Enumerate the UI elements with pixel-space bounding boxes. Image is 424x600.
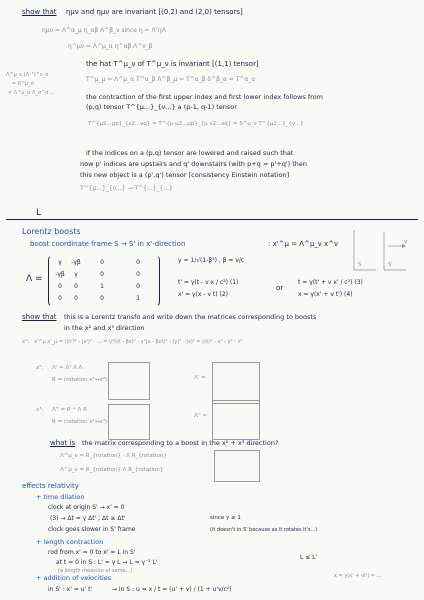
av-line-1: in S' : x' = u' t': [48, 586, 93, 593]
matrix-row-3: 0 0 1 0: [58, 283, 140, 290]
time-dilation-title: + time dilation: [36, 493, 85, 501]
tensor-line-10: now p' indices are upstairs and q' downstairs (with p+q = p'+q') then: [80, 160, 308, 168]
tensor-line-5: T^µ_µ = Λ^µ_α T^α_β Λ^β_µ = T^α_β δ^β_α = T^α_α: [86, 76, 256, 83]
margin-note-2: = δ^µ_σ: [12, 81, 34, 87]
tensor-line-9: if the indices on a (p,q) tensor are lowered and raised such that: [86, 149, 294, 157]
lc-note: L ≤ L': [300, 554, 318, 561]
x1-equation: x'^µ x'_µ = (ct')² - (x')² - ... = γ²(ct - βx)² - γ²(x - βct)² - (y)² - (z)² = (ct)² - x² - y² - z²: [34, 339, 243, 345]
or-label: or: [276, 284, 284, 292]
lc-line-2: at t = 0 in S : L' = γ L → L = γ⁻¹ L': [56, 559, 158, 566]
tensor-line-4: the hat T^µ_ν of T^µ_ν is invariant [(1,1) tensor]: [86, 60, 259, 68]
tensor-line-6: the contraction of the first upper index and first lower index follows from: [86, 93, 323, 101]
axis-label-v: v: [404, 239, 407, 245]
td-line-3: clock goes slower in S' frame: [48, 526, 136, 533]
tensor-line-3: η^µν = Λ^µ_α η^αβ Λ^ν_β: [68, 43, 153, 50]
tensor-line-1: ηµν and ηµν are invariant [(0,2) and (2,0) tensors]: [66, 8, 243, 16]
td-note-1: since γ ≥ 1: [210, 515, 241, 521]
what-is-label: what is: [50, 439, 76, 447]
gamma-definition: γ = 1/√(1-β²) , β = v/c: [178, 257, 245, 264]
frame-axes-sketch: [348, 226, 412, 276]
x3-label: x³:: [36, 407, 44, 413]
eq-x-prime: x' = γ(x - v t) (2): [178, 291, 229, 298]
boost-transform: : x'^µ = Λ^µ_ν x^ν: [268, 240, 338, 248]
td-note-2: (it doesn't in S' because as it rotates it's...): [210, 527, 318, 533]
tensor-line-2: ηµν = Λ^α_µ η_αβ Λ^β_ν since η = ΛᵀηΛ: [42, 27, 166, 34]
side-note: x = γ(x' + vt') = ...: [334, 573, 382, 579]
combined-boost-2: Λ^µ_ν = R_{rotation} Λ R_{rotation}: [60, 467, 164, 473]
x2-lambda-symbol: Λ' =: [194, 375, 206, 381]
td-line-1: clock at origin S' → x' = 0: [48, 504, 125, 511]
lc-line-3: (a length measure of same...): [58, 568, 133, 574]
boosts-heading: Lorentz boosts: [22, 227, 81, 236]
x3-lambda-symbol: Λ'' =: [194, 413, 208, 419]
margin-note-3: = Λ^µ_α Λ_σ^α ...: [8, 90, 55, 96]
x2-eq-2: R = (rotation x¹↔x²): [52, 377, 108, 383]
length-contraction-title: + length contraction: [36, 538, 104, 546]
matrix-row-2: -γβ γ 0 0: [55, 271, 140, 278]
tensor-line-7: (p,q) tensor T^{µ...}_{ν...} a (p-1, q-1) tensor: [86, 103, 237, 111]
velocity-addition-title: + addition of velocities: [36, 574, 112, 582]
lambda-label: Λ =: [26, 274, 43, 284]
lc-line-1: rod from x' = 0 to x' = L in S': [48, 549, 136, 556]
section-marker: L: [36, 208, 42, 218]
combined-boost-matrix: [214, 450, 260, 482]
x3-eq-1: Λ'' = R⁻¹ Λ R: [52, 407, 87, 413]
lorentz-line-2: in the x² and x³ direction: [64, 324, 145, 332]
axis-label-s: S: [358, 262, 362, 268]
axis-label-s-prime: S': [388, 262, 393, 268]
tensor-line-8: T^{µ2...µp}_{ν2...νq} = T^{µ µ2...µp}_{µ ν2...νq} = δ^µ_ν T^{µ2...}_{ν...}: [88, 121, 304, 127]
boosts-subheading: boost coordinate frame S → S' in x'-direction: [30, 240, 186, 248]
margin-note-1: Λ^µ_ν (Λ⁻¹)^ν_σ: [6, 72, 49, 78]
x3-eq-2: R = (rotation x¹↔x³): [52, 419, 108, 425]
x2-rotation-matrix: [108, 362, 150, 400]
eq-t: t = γ(t' + v x' / c²) (3): [298, 279, 363, 286]
tensor-line-11: this new object is a (p',q') tensor [consistency Einstein notation]: [80, 171, 290, 179]
combined-boost-1: Λ^µ_ν = R_{rotation} · Λ R_{rotation}: [60, 453, 167, 459]
x2-label: x²:: [36, 365, 44, 371]
show-that-label: show that: [22, 8, 57, 16]
matrix-row-1: γ -γβ 0 0: [58, 259, 140, 266]
eq-x: x = γ(x' + v t') (4): [298, 291, 353, 298]
boost-matrix: [52, 259, 156, 302]
what-is-line: the matrix corresponding to a boost in the x² + x³ direction?: [82, 439, 279, 447]
x3-rotation-matrix: [108, 404, 150, 440]
x1-label: x¹:: [22, 339, 30, 345]
x2-boost-matrix: [212, 362, 260, 404]
lorentz-line-1: this is a Lorentz transfo and write down the matrices corresponding to boosts: [64, 313, 317, 321]
x3-boost-matrix: [212, 400, 260, 440]
td-line-2: (3) → Δt = γ Δt' ; Δt ≥ Δt': [50, 515, 126, 522]
eq-t-prime: t' = γ(t - v x / c²) (1): [178, 279, 239, 286]
relativity-heading: effects relativity: [22, 482, 79, 490]
tensor-line-12: T^{µ...}_{ν...} → T^{...}_{...}: [80, 185, 173, 192]
section-divider: [6, 219, 418, 220]
av-line-2: → in S : u = x / t = (u' + v) / (1 + u'v/c²): [112, 586, 232, 593]
show-that-label-2: show that: [22, 313, 57, 321]
x2-eq-1: Λ' = Λᵀ Λ Λ: [52, 365, 83, 371]
matrix-row-4: 0 0 0 1: [58, 295, 140, 302]
